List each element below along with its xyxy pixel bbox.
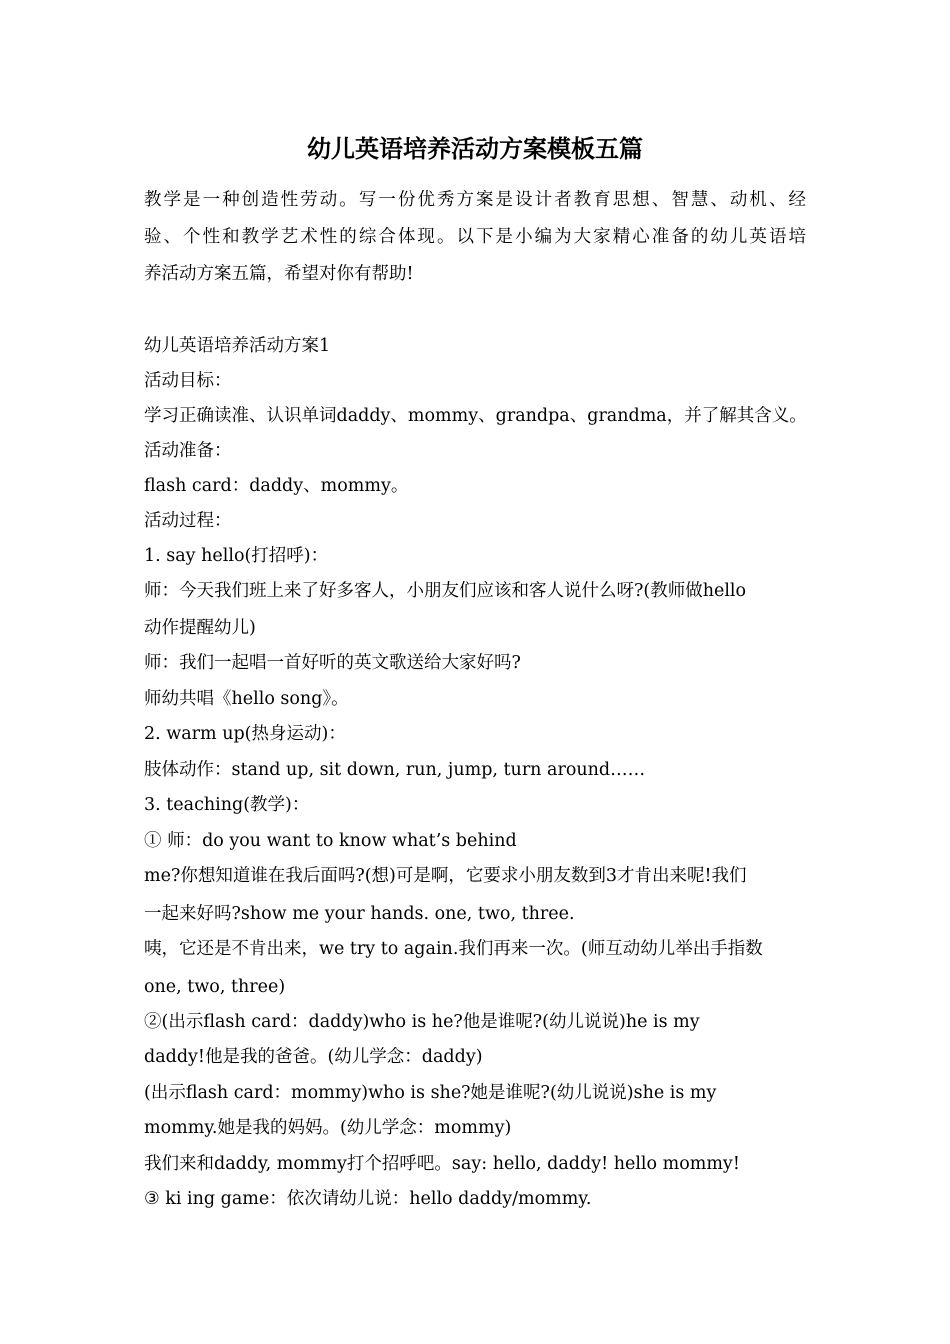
paragraph-line: ②(出示flash card：daddy)who is he?他是谁呢?(幼儿说说)he is my: [144, 1012, 700, 1032]
paragraph-line: 一起来好吗?show me your hands. one, two, three.: [144, 904, 575, 924]
paragraph-line: (出示flash card：mommy)who is she?她是谁呢?(幼儿说说)she is my: [144, 1083, 717, 1103]
document-title: 幼儿英语培养活动方案模板五篇: [307, 134, 643, 163]
intro-line: 养活动方案五篇，希望对你有帮助!: [144, 264, 414, 284]
paragraph-line: 2. warm up(热身运动)：: [144, 724, 346, 744]
section-heading: 幼儿英语培养活动方案1: [144, 336, 331, 356]
paragraph-line: 1. say hello(打招呼)：: [144, 546, 329, 566]
paragraph-line: 师：我们一起唱一首好听的英文歌送给大家好吗?: [144, 653, 521, 673]
paragraph-line: ① 师：do you want to know what’s behind: [144, 831, 517, 851]
paragraph-line: flash card：daddy、mommy。: [144, 476, 409, 496]
paragraph-line: daddy!他是我的爸爸。(幼儿学念：daddy): [144, 1047, 483, 1067]
paragraph-line: 师：今天我们班上来了好多客人，小朋友们应该和客人说什么呀?(教师做hello: [144, 581, 747, 601]
paragraph-line: 咦，它还是不肯出来，we try to again.我们再来一次。(师互动幼儿举出手指数: [144, 939, 763, 959]
intro-line: 教学是一种创造性劳动。写一份优秀方案是设计者教育思想、智慧、动机、经: [144, 190, 806, 210]
paragraph-line: 活动准备：: [144, 441, 232, 461]
paragraph-line: mommy.她是我的妈妈。(幼儿学念：mommy): [144, 1118, 512, 1138]
paragraph-line: 肢体动作：stand up, sit down, run, jump, turn around……: [144, 760, 646, 780]
intro-line: 验、个性和教学艺术性的综合体现。以下是小编为大家精心准备的幼儿英语培: [144, 227, 806, 247]
paragraph-line: 师幼共唱《hello song》。: [144, 689, 349, 709]
paragraph-line: 活动目标：: [144, 371, 232, 391]
paragraph-line: 动作提醒幼儿): [144, 618, 256, 638]
paragraph-line: 活动过程：: [144, 511, 232, 531]
paragraph-line: 3. teaching(教学)：: [144, 795, 310, 815]
paragraph-line: 学习正确读准、认识单词daddy、mommy、grandpa、grandma，并了解其含义。: [144, 406, 807, 426]
paragraph-line: me?你想知道谁在我后面吗?(想)可是啊，它要求小朋友数到3才肯出来呢!我们: [144, 866, 747, 886]
paragraph-line: ③ ki ing game：依次请幼儿说：hello daddy/mommy.: [144, 1189, 592, 1209]
paragraph-line: one, two, three): [144, 977, 286, 997]
paragraph-line: 我们来和daddy, mommy打个招呼吧。say: hello, daddy! hello mommy!: [144, 1154, 740, 1174]
